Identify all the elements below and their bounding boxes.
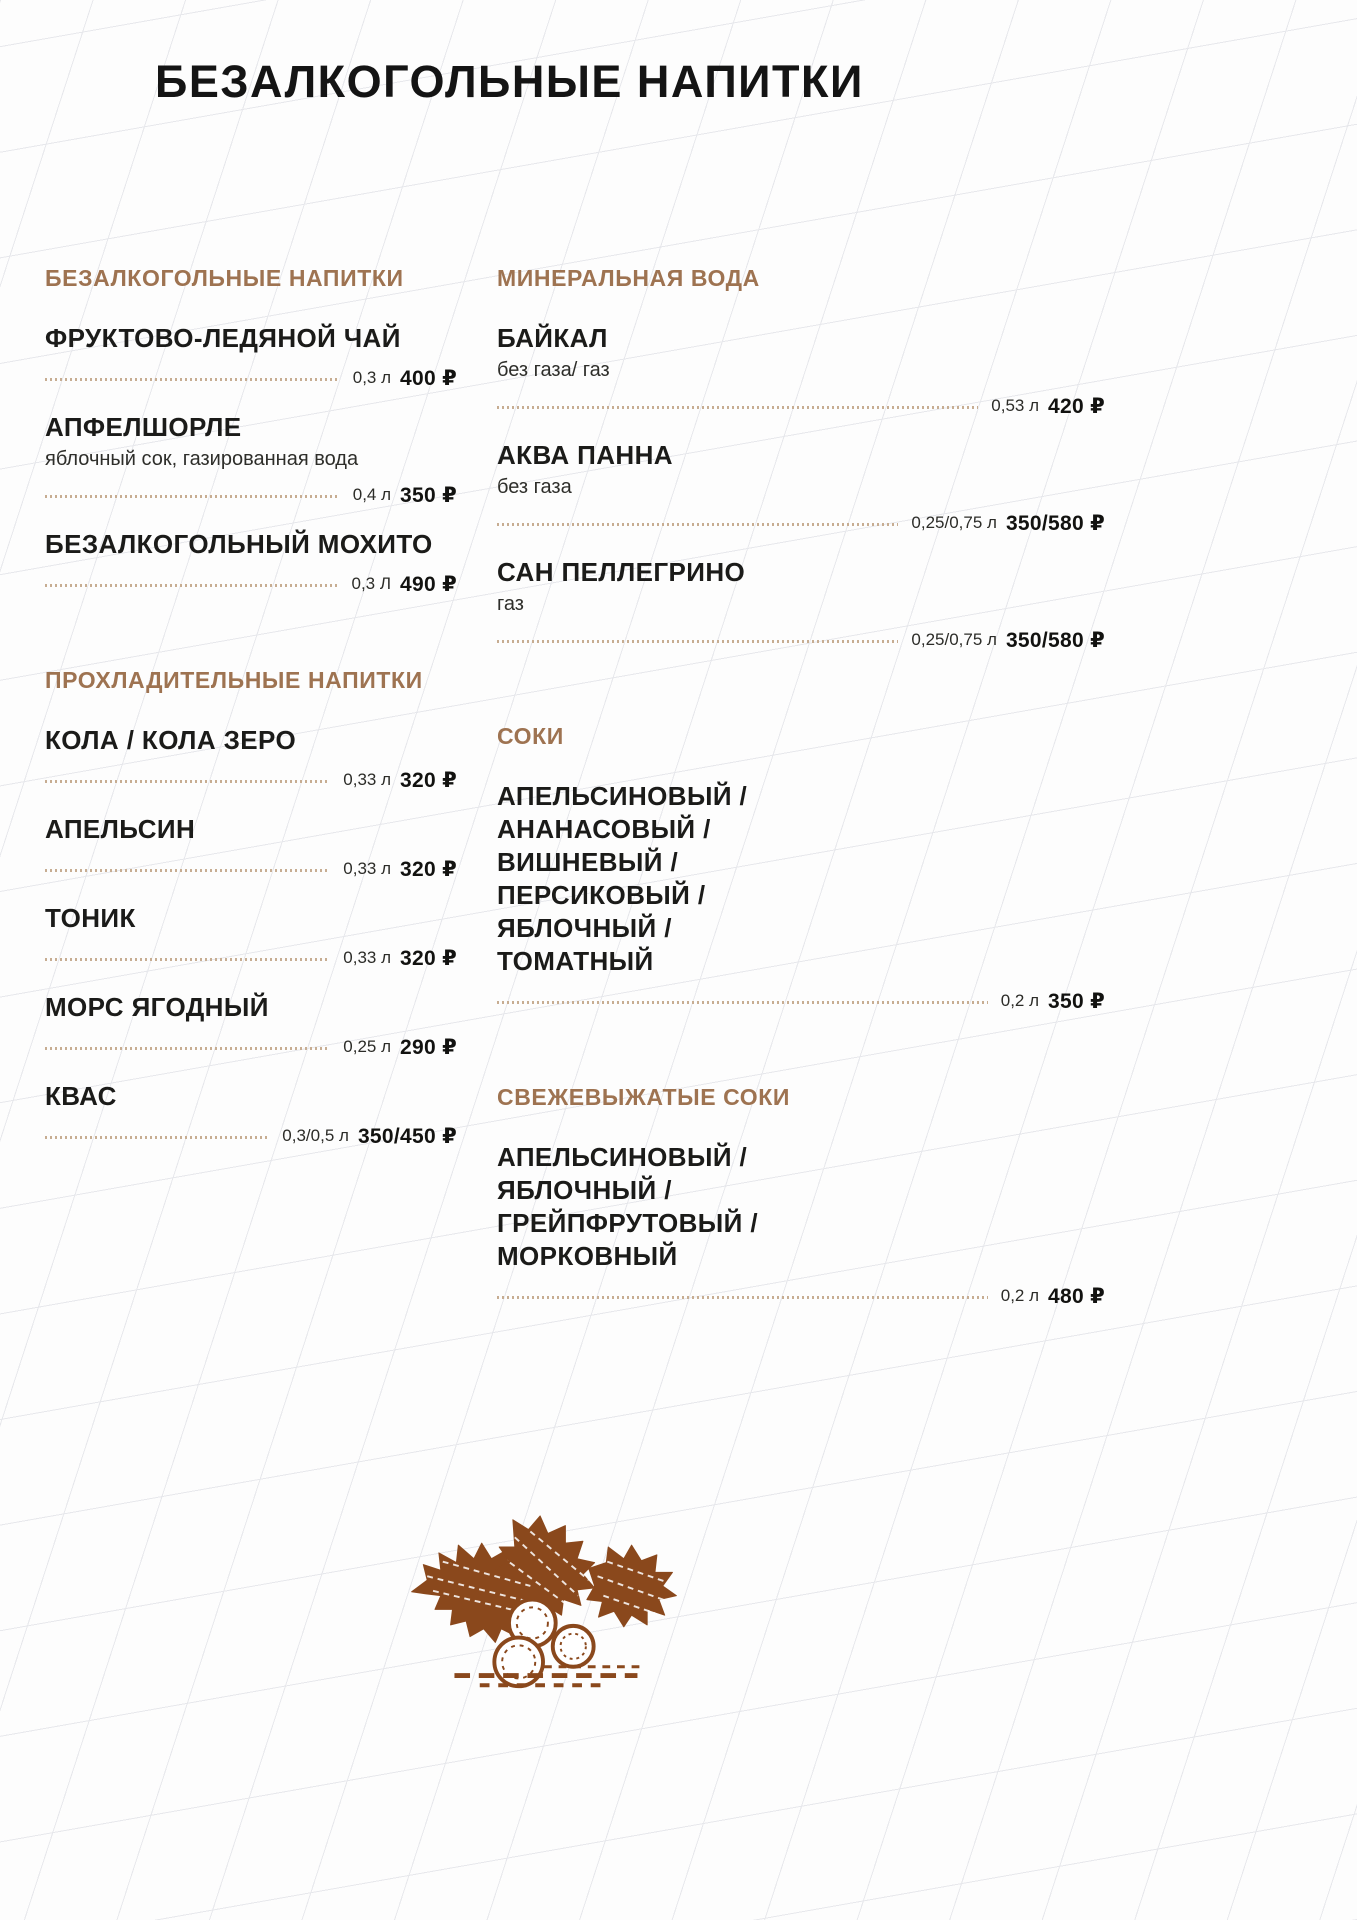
item-price: 350/580 ₽: [1005, 628, 1105, 652]
item-name: [497, 1141, 1105, 1273]
item-price: 420 ₽: [1048, 394, 1105, 418]
section-header: СВЕЖЕВЫЖАТЫЕ СОКИ: [497, 1084, 791, 1110]
price-row: [497, 990, 1105, 1012]
item-name-line: ЯБЛОЧНЫЙ /: [497, 913, 672, 943]
item-volume: 0,25/0,75 л: [911, 513, 997, 532]
dotted-leader-line: [45, 780, 330, 783]
price-row: [497, 395, 1105, 417]
dotted-leader-line: [497, 523, 898, 526]
menu-section-left-0: [45, 265, 457, 595]
item-price: 320 ₽: [400, 857, 457, 881]
item-price: 490 ₽: [400, 572, 457, 596]
dotted-leader-line: [45, 584, 339, 587]
dotted-leader-line: [45, 378, 340, 381]
dotted-leader-line: [45, 1047, 330, 1050]
item-name-line: АНАНАСОВЫЙ /: [497, 814, 711, 844]
item-volume: 0,3 л: [352, 368, 392, 387]
item-price: 290 ₽: [400, 1035, 457, 1059]
item-price: 350 ₽: [1048, 989, 1105, 1013]
menu-item: [497, 780, 1105, 1012]
item-volume: 0,33 л: [343, 948, 392, 967]
item-name-line: ПЕРСИКОВЫЙ /: [497, 880, 706, 910]
item-volume: 0,33 л: [343, 770, 392, 789]
menu-item: [45, 322, 457, 389]
item-volume: 0,25/0,75 л: [911, 630, 997, 649]
item-price: 320 ₽: [400, 946, 457, 970]
dotted-leader-line: [497, 640, 898, 643]
dotted-leader-line: [497, 1296, 988, 1299]
menu-column-right: [497, 265, 1105, 1307]
item-volume: 0,53 л: [991, 396, 1040, 415]
dotted-leader-line: [45, 1136, 269, 1139]
menu-section-right-2: [497, 1084, 1105, 1307]
section-header: ПРОХЛАДИТЕЛЬНЫЕ НАПИТКИ: [45, 667, 423, 693]
item-name: БЕЗАЛКОГОЛЬНЫЙ МОХИТО: [45, 529, 433, 559]
menu-item: [497, 556, 1105, 651]
item-description: яблочный сок, газированная вода: [45, 448, 359, 470]
price-row: [497, 1285, 1105, 1307]
section-header: БЕЗАЛКОГОЛЬНЫЕ НАПИТКИ: [45, 265, 404, 291]
item-name-line: ЯБЛОЧНЫЙ /: [497, 1175, 672, 1205]
menu-item: [45, 813, 457, 880]
item-name-line: АПЕЛЬСИНОВЫЙ /: [497, 781, 748, 811]
item-name: АПЕЛЬСИН: [45, 814, 196, 844]
price-row: [45, 1125, 457, 1147]
item-name: КОЛА / КОЛА ЗЕРО: [45, 725, 297, 755]
dotted-leader-line: [497, 406, 978, 409]
dotted-leader-line: [45, 958, 330, 961]
item-name: ТОНИК: [45, 903, 136, 933]
item-name-line: ГРЕЙПФРУТОВЫЙ /: [497, 1208, 758, 1238]
menu-item: [45, 724, 457, 791]
price-row: [45, 367, 457, 389]
item-name-line: МОРКОВНЫЙ: [497, 1241, 678, 1271]
menu-column-left: [45, 265, 457, 1147]
price-row: [45, 947, 457, 969]
price-row: [497, 629, 1105, 651]
item-price: 350/450 ₽: [357, 1124, 457, 1148]
price-row: [45, 484, 457, 506]
section-header: МИНЕРАЛЬНАЯ ВОДА: [497, 265, 760, 291]
item-price: 350/580 ₽: [1005, 511, 1105, 535]
dotted-leader-line: [45, 869, 330, 872]
item-name: [497, 780, 1105, 978]
dotted-leader-line: [497, 1001, 988, 1004]
menu-item: [45, 902, 457, 969]
menu-section-right-0: [497, 265, 1105, 651]
menu-item: [45, 991, 457, 1058]
item-volume: 0,25 л: [343, 1037, 392, 1056]
item-name: АПФЕЛШОРЛЕ: [45, 412, 242, 442]
item-volume: 0,2 л: [1000, 991, 1040, 1010]
dotted-leader-line: [45, 495, 340, 498]
item-name-line: ВИШНЕВЫЙ /: [497, 847, 679, 877]
price-row: [45, 1036, 457, 1058]
item-volume: 0,33 л: [343, 859, 392, 878]
item-volume: 0,2 л: [1000, 1286, 1040, 1305]
menu-item: [497, 439, 1105, 534]
menu-item: [497, 1141, 1105, 1307]
price-row: [45, 858, 457, 880]
item-volume: 0,3 Л: [351, 574, 392, 593]
price-row: [497, 512, 1105, 534]
menu-item: [45, 1080, 457, 1147]
menu-section-left-1: [45, 667, 457, 1147]
item-price: 320 ₽: [400, 768, 457, 792]
item-volume: 0,3/0,5 л: [282, 1126, 349, 1145]
item-name: ФРУКТОВО-ЛЕДЯНОЙ ЧАЙ: [45, 323, 401, 353]
item-name-line: ТОМАТНЫЙ: [497, 946, 654, 976]
section-header: СОКИ: [497, 723, 564, 749]
item-description: без газа/ газ: [497, 359, 610, 381]
price-row: [45, 573, 457, 595]
menu-section-right-1: [497, 723, 1105, 1012]
page-title: БЕЗАЛКОГОЛЬНЫЕ НАПИТКИ: [155, 56, 864, 107]
item-name-line: АПЕЛЬСИНОВЫЙ /: [497, 1142, 748, 1172]
item-price: 400 ₽: [400, 366, 457, 390]
menu-item: [45, 411, 457, 506]
holly-leaf-right: [587, 1545, 677, 1627]
menu-item: [497, 322, 1105, 417]
item-description: газ: [497, 593, 524, 615]
holly-berries-illustration: [398, 1508, 690, 1698]
item-price: 480 ₽: [1048, 1284, 1105, 1308]
item-volume: 0,4 л: [352, 485, 392, 504]
item-description: без газа: [497, 476, 572, 498]
item-name: КВАС: [45, 1081, 117, 1111]
item-price: 350 ₽: [400, 483, 457, 507]
item-name: САН ПЕЛЛЕГРИНО: [497, 557, 746, 587]
item-name: АКВА ПАННА: [497, 440, 673, 470]
item-name: МОРС ЯГОДНЫЙ: [45, 992, 269, 1022]
price-row: [45, 769, 457, 791]
item-name: БАЙКАЛ: [497, 323, 608, 353]
menu-item: [45, 528, 457, 595]
